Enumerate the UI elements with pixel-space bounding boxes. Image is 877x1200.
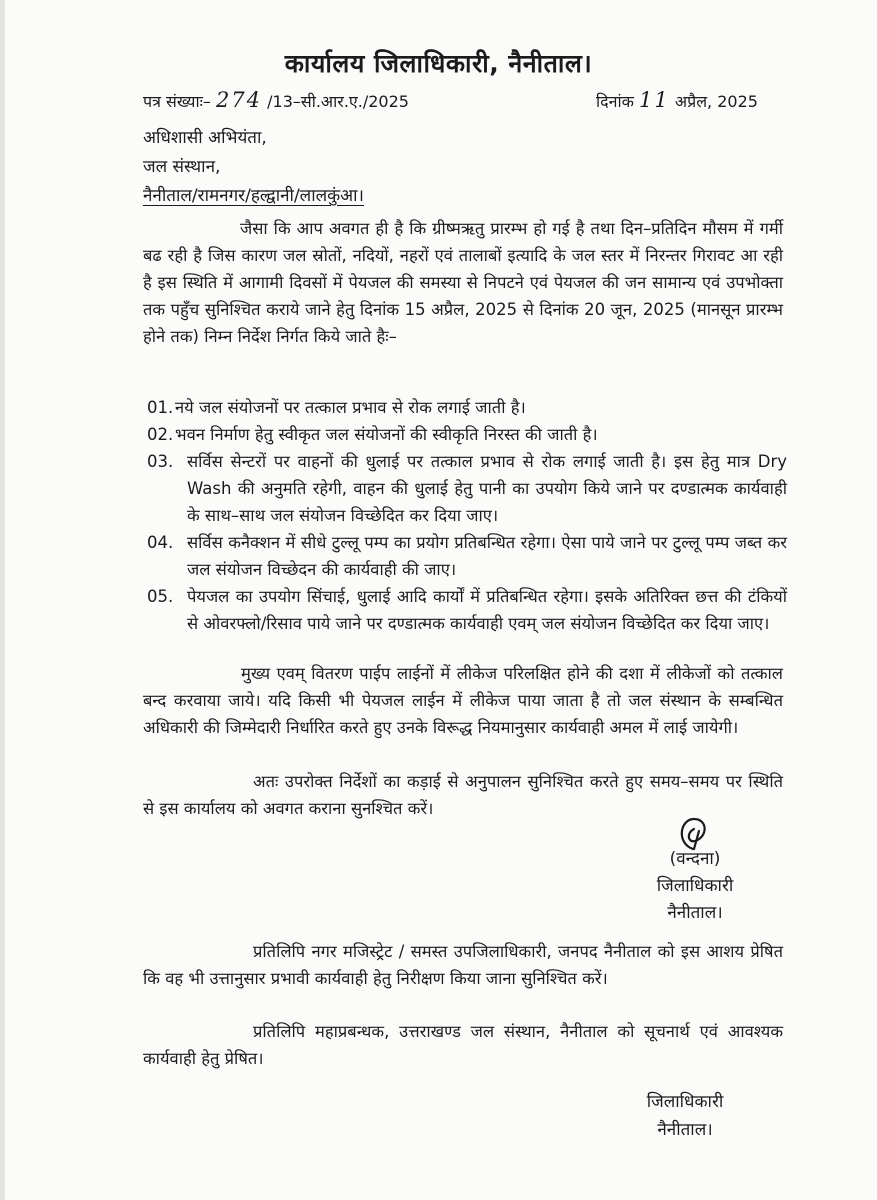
directive-number: 01.	[147, 398, 174, 417]
directive-number: 02.	[147, 425, 174, 444]
directive-text: पेयजल का उपयोग सिंचाई, धुलाई आदि कार्यों में प्रतिबन्धित रहेगा। इसके अतिरिक्त छत्त की टंकियों से ओवरफ्लो/रिसाव पाये जाने पर दण्डात्मक कार्यवाही एवम् जल संयोजन विच्छेदित कर दिया जाए।	[187, 587, 787, 633]
directive-number: 05.	[147, 587, 174, 606]
reference-number	[143, 88, 409, 112]
copy-to-general-manager: प्रतिलिपि महाप्रबन्धक, उत्तराखण्ड जल संस्थान, नैनीताल को सूचनार्थ एवं आवश्यक कार्यवाही हेतु प्रेषित।	[143, 1022, 783, 1068]
footer-designation: जिलाधिकारी	[646, 1092, 724, 1112]
directive-text: सर्विस कनैक्शन में सीधे टुल्लू पम्प का प्रयोग प्रतिबन्धित रहेगा। ऐसा पाये जाने पर टुल्लू पम्प जब्त कर जल संयोजन विच्छेदन की कार्यवाही की जाए।	[187, 533, 787, 579]
intro-paragraph: जैसा कि आप अवगत ही है कि ग्रीष्मऋतु प्रारम्भ हो गई है तथा दिन–प्रतिदिन मौसम में गर्मी बढ रही है जिस कारण जल स्रोतों, नदियों, नहरों एवं तालाबों इत्यादि के जल स्तर में निरन्तर गिरावट आ रही है इस स्थिति में आगामी दिवसों में पेयजल की समस्या से निपटने एवं पेयजल की जन सामान्य एवं उपभोक्ता तक पहुँच सुनिश्चित कराये जाने हेतु दिनांक 15 अप्रैल, 2025 से दिनांक 20 जून, 2025 (मानसून प्रारम्भ होने तक) निम्न निर्देश निर्गत किये जाते हैः–	[143, 219, 783, 346]
reference-prefix: पत्र संख्याः–	[143, 92, 211, 111]
office-heading: कार्यालय जिलाधिकारी, नैनीताल।	[284, 49, 593, 78]
directive-text: सर्विस सेन्टरों पर वाहनों की धुलाई पर तत्काल प्रभाव से रोक लगाई जाती है। इस हेतु मात्र Dry Wash की अनुमति रहेगी, वाहन की धुलाई हेतु पानी का उपयोग किये जाने पर दण्डात्मक कार्यवाही के साथ–साथ जल संयोजन विच्छेदित कर दिया जाए।	[187, 452, 787, 525]
recipient-line-1: अधिशासी अभियंता,	[143, 128, 267, 148]
directive-text: भवन निर्माण हेतु स्वीकृत जल संयोजनों की स्वीकृति निरस्त की जाती है।	[175, 425, 598, 444]
signatory-place: नैनीताल।	[667, 903, 723, 923]
leakage-paragraph: मुख्य एवम् वितरण पाईप लाईनों में लीकेज परिलक्षित होने की दशा में लीकेजों को तत्काल बन्द करवाया जाये। यदि किसी भी पेयजल लाईन में लीकेज पाया जाता है तो जल संस्थान के सम्बन्धित अधिकारी की जिम्मेदारी निर्धारित करते हुए उनके विरूद्ध नियमानुसार कार्यवाही अमल में लाई जायेगी।	[143, 664, 783, 737]
directive-number: 04.	[147, 533, 174, 552]
date-prefix: दिनांक	[596, 92, 634, 111]
directive-text: नये जल संयोजनों पर तत्काल प्रभाव से रोक लगाई जाती है।	[175, 398, 526, 417]
signatory-name: (वन्दना)	[669, 849, 721, 869]
copy-to-magistrate: प्रतिलिपि नगर मजिस्ट्रेट / समस्त उपजिलाधिकारी, जनपद नैनीताल को इस आशय प्रेषित कि वह भी उत्तानुसार प्रभावी कार्यवाही हेतु निरीक्षण किया जाना सुनिश्चित करें।	[143, 942, 783, 988]
page-edge	[0, 0, 5, 1200]
date-suffix: अप्रैल, 2025	[674, 92, 758, 111]
letter-date	[596, 88, 758, 112]
reference-suffix: /13–सी.आर.ए./2025	[267, 92, 409, 111]
date-handwritten-day: 11	[639, 88, 670, 112]
directive-number: 03.	[147, 452, 174, 471]
compliance-paragraph: अतः उपरोक्त निर्देशों का कड़ाई से अनुपालन सुनिश्चित करते हुए समय–समय पर स्थिति से इस कार्यालय को अवगत कराना सुनश्चित करें।	[143, 772, 783, 818]
footer-place: नैनीताल।	[657, 1120, 713, 1140]
recipient-line-2: जल संस्थान,	[143, 157, 221, 177]
signatory-designation: जिलाधिकारी	[656, 876, 734, 896]
reference-handwritten-number: 274	[215, 88, 263, 112]
recipient-line-3: नैनीताल/रामनगर/हल्द्वानी/लालकुंआ।	[143, 186, 364, 206]
